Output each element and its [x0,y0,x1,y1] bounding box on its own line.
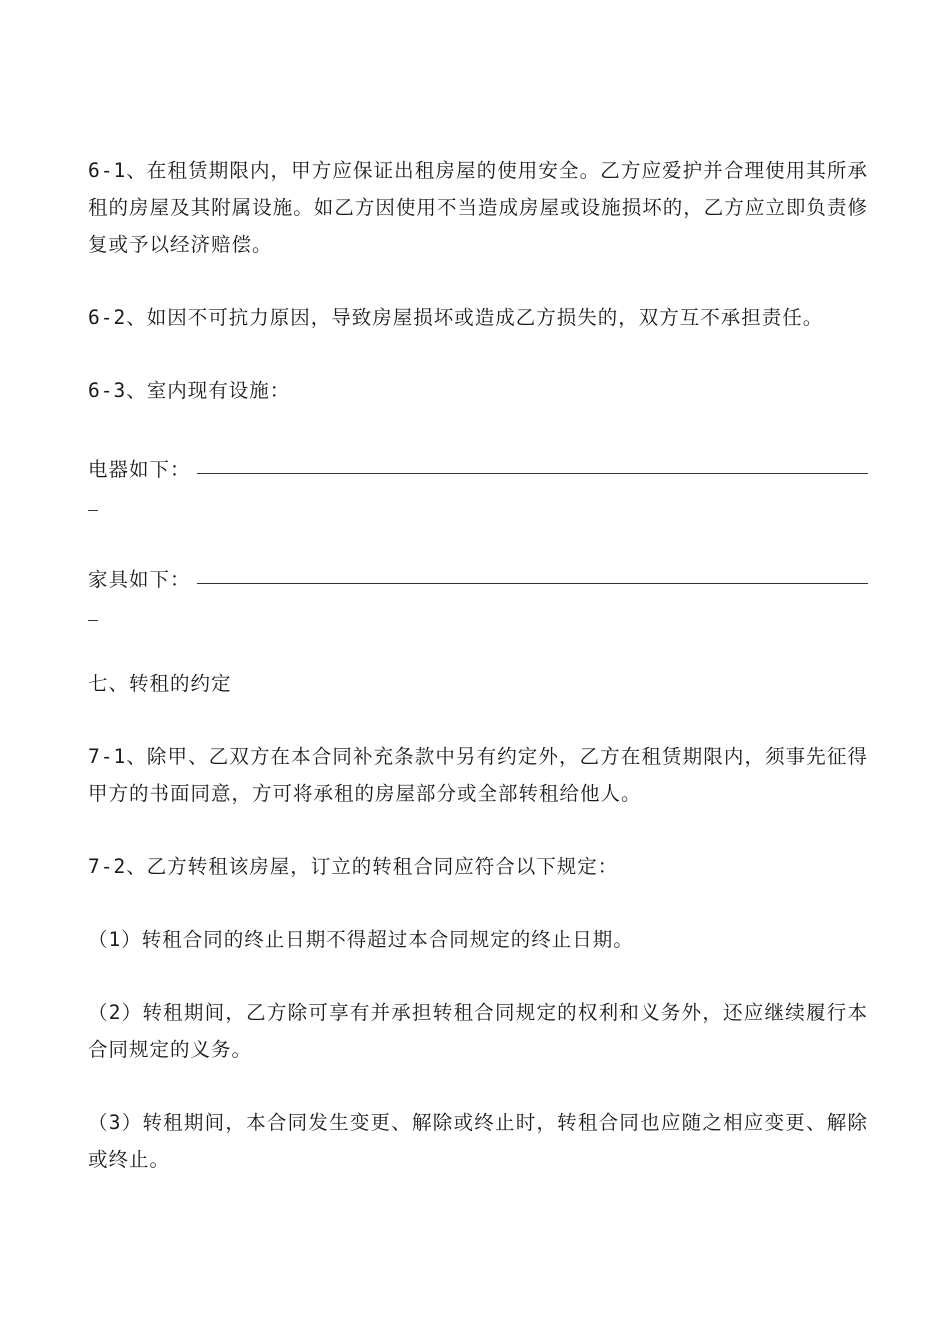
furniture-blank-tail [88,592,98,629]
clause-6-3: 6-3、室内现有设施： [88,379,291,402]
appliances-fill-row [88,445,868,519]
clause-7-1: 7-1、除甲、乙双方在本合同补充条款中另有约定外，乙方在租赁期限内，须事先征得甲方的书面同意，方可将承租的房屋部分或全部转租给他人。 [88,745,868,805]
furniture-label: 家具如下： [88,568,191,591]
clause-7-2-item-2: （2）转租期间，乙方除可享有并承担转租合同规定的权利和义务外，还应继续履行本合同规定的义务。 [88,1001,868,1061]
document-page [88,152,868,1214]
clause-6-1: 6-1、在租赁期限内，甲方应保证出租房屋的使用安全。乙方应爱护并合理使用其所承租的房屋及其附属设施。如乙方因使用不当造成房屋或设施损坏的，乙方应立即负责修复或予以经济赔偿。 [88,159,868,256]
clause-6-2: 6-2、如因不可抗力原因，导致房屋损坏或造成乙方损失的，双方互不承担责任。 [88,306,824,329]
appliances-label: 电器如下： [88,458,191,481]
furniture-blank-line [197,583,868,584]
appliances-blank-tail [88,482,98,519]
section-7-title: 七、转租的约定 [88,672,232,695]
clause-7-2: 7-2、乙方转租该房屋，订立的转租合同应符合以下规定： [88,855,619,878]
furniture-fill-row [88,555,868,629]
clause-7-2-item-1: （1）转租合同的终止日期不得超过本合同规定的终止日期。 [88,928,634,951]
appliances-blank-line [197,473,868,474]
clause-7-2-item-3: （3）转租期间，本合同发生变更、解除或终止时，转租合同也应随之相应变更、解除或终止。 [88,1111,868,1171]
